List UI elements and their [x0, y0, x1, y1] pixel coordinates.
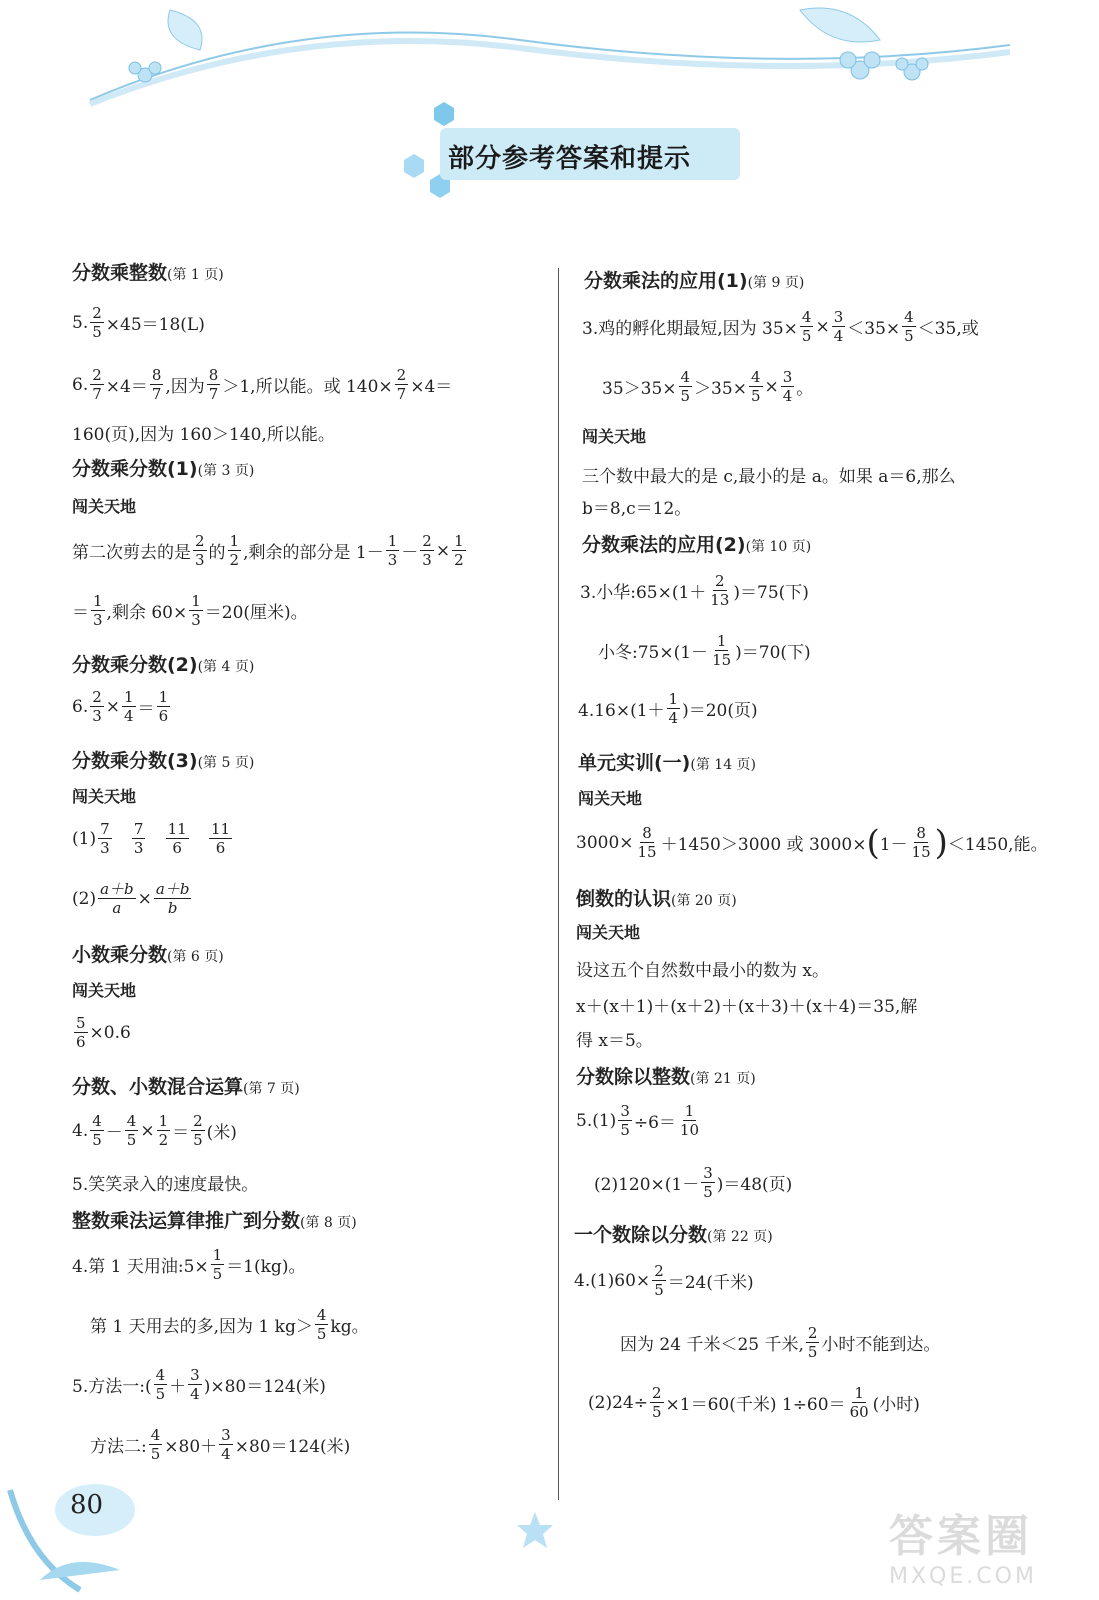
section-heading: 分数乘分数(3)(第 5 页)	[72, 750, 255, 772]
answer-line: (2)24÷ $\frac{2}{5}$ ×1＝60(千米) 1÷60＝ $\frac{1}{60}$ (小时)	[588, 1384, 920, 1421]
watermark-logo: 答案圈 MXQE.COM	[889, 1511, 1037, 1589]
answer-line: 3.鸡的孵化期最短,因为 35× $\frac{4}{5}$ × $\frac{3}{4}$ ＜35× $\frac{4}{5}$ ＜35,或	[582, 308, 979, 345]
section-heading: 倒数的认识(第 20 页)	[576, 888, 737, 910]
section-heading: 分数乘分数(1)(第 3 页)	[72, 458, 255, 480]
page-title: 部分参考答案和提示	[448, 144, 692, 174]
answer-line: 三个数中最大的是 c,最小的是 a。如果 a＝6,那么	[582, 467, 956, 487]
section-heading: 分数除以整数(第 21 页)	[576, 1066, 756, 1088]
answer-line: 5. $\frac{2}{5}$ ×45＝18(L)	[72, 304, 205, 341]
section-heading: 分数乘分数(2)(第 4 页)	[72, 654, 255, 676]
section-heading: 分数乘整数(第 1 页)	[72, 262, 224, 284]
column-divider	[558, 268, 559, 1500]
answer-line: 4.第 1 天用油:5× $\frac{1}{5}$ ＝1(kg)。	[72, 1246, 306, 1283]
answer-line: 得 x＝5。	[576, 1031, 653, 1051]
subheading: 闯关天地	[576, 923, 641, 942]
section-heading: 分数乘法的应用(2)(第 10 页)	[582, 534, 812, 556]
answer-line: 第二次剪去的是 $\frac{2}{3}$ 的 $\frac{1}{2}$ ,剩余的部分是 1－ $\frac{1}{3}$ － $\frac{2}{3}$ × $\frac{1}{2}$	[72, 532, 464, 569]
answer-line: b＝8,c＝12。	[582, 499, 692, 519]
subheading: 闯关天地	[72, 981, 137, 1000]
answer-line: (2)120×(1－ $\frac{3}{5}$ )＝48(页)	[594, 1164, 793, 1201]
section-heading: 单元实训(一)(第 14 页)	[578, 752, 757, 774]
answer-line: 5.(1) $\frac{3}{5}$ ÷6＝ $\frac{1}{10}$	[576, 1102, 700, 1139]
section-heading: 分数、小数混合运算(第 7 页)	[72, 1076, 300, 1098]
subheading: 闯关天地	[72, 497, 137, 516]
answer-line: 5.笑笑录入的速度最快。	[72, 1175, 259, 1195]
section-heading: 一个数除以分数(第 22 页)	[574, 1224, 773, 1246]
answer-line: (2) $\frac{a+b}{a}$ × $\frac{a+b}{b}$	[72, 880, 190, 917]
section-heading: 整数乘法运算律推广到分数(第 8 页)	[72, 1210, 357, 1232]
subheading: 闯关天地	[578, 789, 643, 808]
answer-line: 160(页),因为 160＞140,所以能。	[72, 425, 335, 445]
answer-line: 5.方法一:( $\frac{4}{5}$ ＋ $\frac{3}{4}$ )×80＝124(米)	[72, 1366, 326, 1403]
footer-decoration	[0, 1470, 300, 1600]
answer-line: 4. $\frac{4}{5}$ － $\frac{4}{5}$ × $\frac{1}{2}$ ＝ $\frac{2}{5}$ (米)	[72, 1112, 237, 1149]
answer-line: (1) $\frac{7}{3}$ $\frac{7}{3}$ $\frac{11}{6}$ $\frac{11}{6}$	[72, 820, 231, 857]
section-heading: 分数乘法的应用(1)(第 9 页)	[584, 270, 805, 292]
answer-line: 设这五个自然数中最小的数为 x。	[576, 961, 829, 981]
answer-line: ＝ $\frac{1}{3}$ ,剩余 60× $\frac{1}{3}$ ＝20(厘米)。	[72, 592, 308, 629]
answer-line: 因为 24 千米＜25 千米, $\frac{2}{5}$ 小时不能到达。	[620, 1324, 941, 1361]
answer-line: 3.小华:65×(1＋ $\frac{2}{13}$ )＝75(下)	[580, 572, 809, 609]
answer-line: 第 1 天用去的多,因为 1 kg＞ $\frac{4}{5}$ kg。	[90, 1306, 369, 1343]
section-heading: 小数乘分数(第 6 页)	[72, 944, 224, 966]
answer-line: 35＞35× $\frac{4}{5}$ ＞35× $\frac{4}{5}$ × $\frac{3}{4}$ 。	[602, 368, 814, 405]
answer-line: 6. $\frac{2}{3}$ × $\frac{1}{4}$ ＝ $\frac{1}{6}$	[72, 688, 169, 725]
subheading: 闯关天地	[72, 787, 137, 806]
answer-line: 6. $\frac{2}{7}$ ×4＝ $\frac{8}{7}$ ,因为 $\frac{8}{7}$ ＞1,所以能。或 140× $\frac{2}{7}$ ×4＝	[72, 366, 453, 403]
answer-line: 方法二: $\frac{4}{5}$ ×80＋ $\frac{3}{4}$ ×80＝124(米)	[90, 1426, 351, 1463]
answer-line: 3000× $\frac{8}{15}$ ＋1450＞3000 或 3000× ( 1－ $\frac{8}{15}$ ) ＜1450,能。	[576, 822, 1048, 863]
header-decoration	[0, 0, 1099, 220]
answer-line: 4.16×(1＋ $\frac{1}{4}$ )＝20(页)	[578, 690, 758, 727]
subheading: 闯关天地	[582, 427, 647, 446]
answer-line: x＋(x＋1)＋(x＋2)＋(x＋3)＋(x＋4)＝35,解	[576, 997, 918, 1017]
fraction: $\frac{2}{5}$	[92, 304, 102, 341]
answer-line: $\frac{5}{6}$ ×0.6	[76, 1014, 131, 1051]
page-number: 80	[70, 1490, 104, 1520]
answer-line: 小冬:75×(1－ $\frac{1}{15}$ )＝70(下)	[598, 632, 811, 669]
star-icon	[515, 1510, 555, 1550]
answer-line: 4.(1)60× $\frac{2}{5}$ ＝24(千米)	[574, 1262, 754, 1299]
